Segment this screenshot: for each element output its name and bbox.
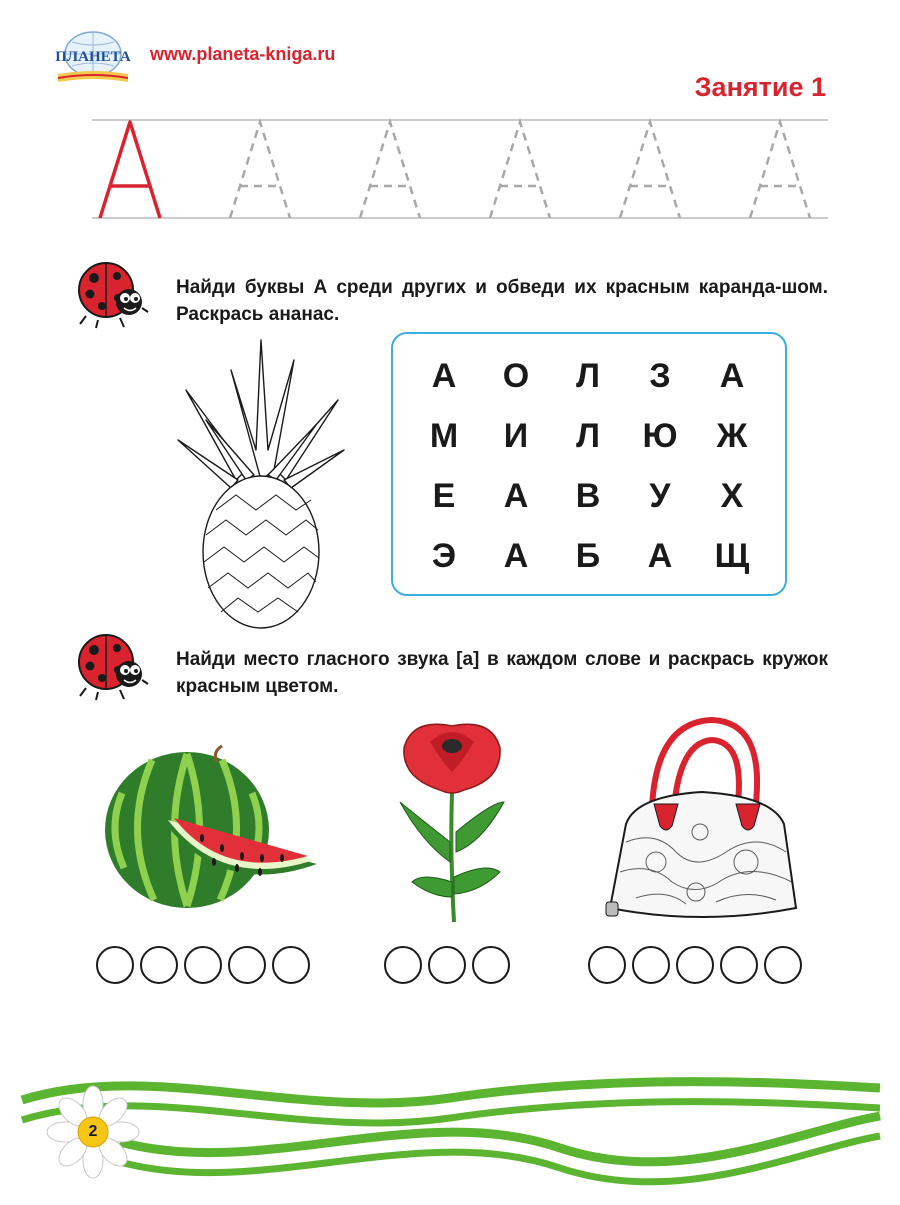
grid-letter[interactable]: Х <box>720 477 744 515</box>
ladybug-icon <box>72 258 150 330</box>
grid-letter[interactable]: З <box>649 357 671 395</box>
ladybug-icon <box>72 630 150 702</box>
trace-letter-a[interactable] <box>750 122 810 218</box>
grid-letter[interactable]: А <box>503 477 529 515</box>
sound-position-circle[interactable] <box>228 946 266 984</box>
sound-position-circle[interactable] <box>720 946 758 984</box>
sound-position-circle[interactable] <box>384 946 422 984</box>
grid-letter[interactable]: А <box>719 357 745 395</box>
grid-letter[interactable]: Ж <box>716 417 748 455</box>
sound-position-circle[interactable] <box>632 946 670 984</box>
poppy-picture <box>392 712 512 924</box>
grid-letter[interactable]: О <box>502 357 530 395</box>
grid-letter[interactable]: А <box>503 537 529 575</box>
letter-tracing-lines <box>92 114 828 224</box>
trace-letter-a[interactable] <box>230 122 290 218</box>
lesson-title: Занятие 1 <box>694 72 826 102</box>
grid-letter[interactable]: Е <box>432 477 456 515</box>
grid-letter[interactable]: Б <box>575 537 601 575</box>
grid-letter[interactable]: У <box>649 477 671 515</box>
footer-wave-decoration <box>0 1060 900 1200</box>
sound-position-circle[interactable] <box>96 946 134 984</box>
sound-circles-poppy <box>384 946 510 984</box>
publisher-logo <box>52 28 134 90</box>
watermelon-picture <box>102 738 322 918</box>
task-1-instruction: Найди буквы А среди других и обведи их красным каранда-шом. Раскрась ананас. <box>176 277 828 325</box>
trace-letter-a[interactable] <box>620 122 680 218</box>
sound-position-circle[interactable] <box>184 946 222 984</box>
grid-letter[interactable]: А <box>431 357 457 395</box>
sound-position-circle[interactable] <box>272 946 310 984</box>
logo-text: ПЛАНЕТА <box>55 49 131 65</box>
sound-circles-watermelon <box>96 946 310 984</box>
sound-position-circle[interactable] <box>676 946 714 984</box>
grid-letter[interactable]: И <box>503 417 529 455</box>
grid-letter[interactable]: Ю <box>642 417 678 455</box>
page-number: 2 <box>88 1123 98 1140</box>
sound-position-circle[interactable] <box>588 946 626 984</box>
letter-grid <box>391 332 787 596</box>
sound-position-circle[interactable] <box>428 946 466 984</box>
trace-letter-a[interactable] <box>360 122 420 218</box>
model-letter-a <box>100 122 160 218</box>
grid-letter[interactable]: В <box>575 477 601 515</box>
handbag-picture <box>596 712 808 926</box>
grid-letter[interactable]: Л <box>576 417 600 455</box>
sound-circles-handbag <box>588 946 802 984</box>
site-url[interactable]: www.planeta-kniga.ru <box>150 44 336 64</box>
sound-position-circle[interactable] <box>764 946 802 984</box>
grid-letter[interactable]: Л <box>576 357 600 395</box>
trace-letter-a[interactable] <box>490 122 550 218</box>
task-2-instruction: Найди место гласного звука [а] в каждом слове и раскрась кружок красным цветом. <box>176 649 828 697</box>
pineapple-picture <box>176 330 346 630</box>
sound-position-circle[interactable] <box>140 946 178 984</box>
sound-position-circle[interactable] <box>472 946 510 984</box>
grid-letter[interactable]: А <box>647 537 673 575</box>
grid-letter[interactable]: Щ <box>714 537 750 575</box>
grid-letter[interactable]: Э <box>431 537 457 575</box>
grid-letter[interactable]: М <box>429 417 459 455</box>
